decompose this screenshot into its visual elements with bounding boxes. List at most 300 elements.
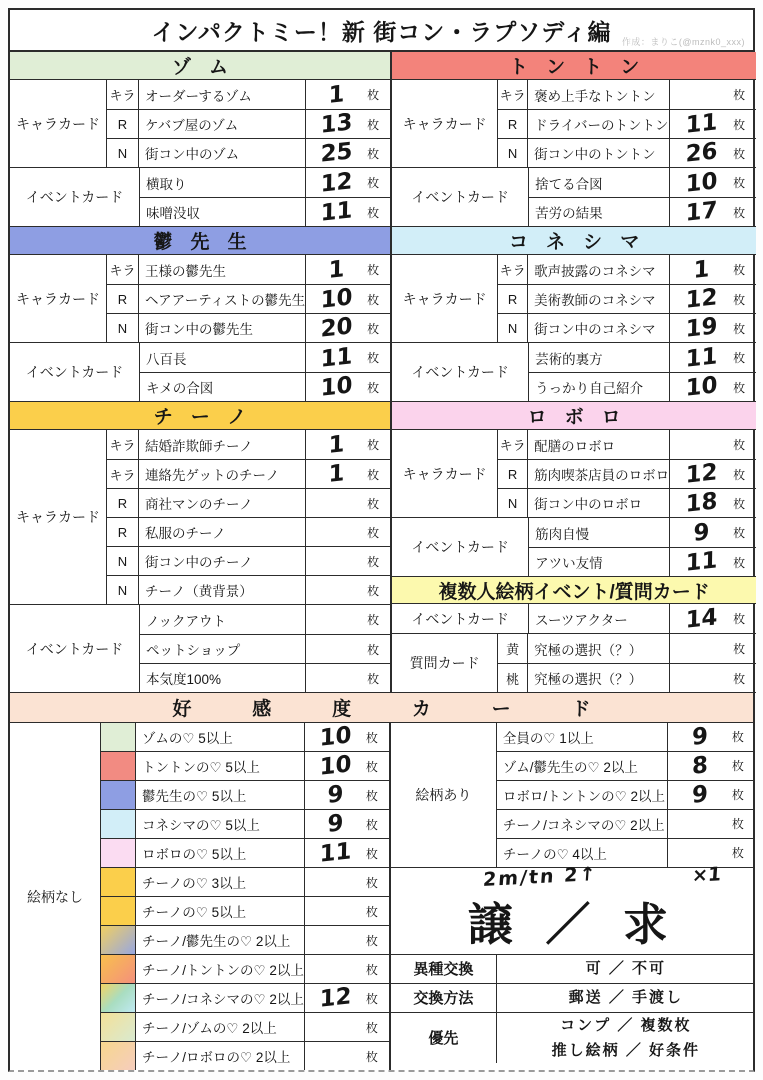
unit-label: 枚: [367, 176, 380, 190]
section-title-tonton: トントン: [509, 57, 658, 78]
card-name: 究極の選択（？）: [534, 642, 643, 658]
unit-label: 枚: [733, 292, 746, 307]
group-label: キャラカード: [392, 430, 498, 517]
card-name: 横取り: [146, 176, 187, 192]
card-name: 商社マンのチーノ: [145, 497, 253, 512]
unit-label: 枚: [367, 351, 380, 365]
card-name: 連絡先ゲットのチーノ: [145, 468, 280, 483]
card-name: チーノの♡ 5以上: [142, 905, 247, 920]
unit-label: 枚: [733, 555, 746, 570]
unit-label: 枚: [733, 205, 746, 220]
trade-condition-label: 異種交換: [391, 955, 497, 983]
count-value: 12: [319, 983, 352, 1013]
favor-no-art-block: [10, 723, 389, 1070]
count-value: 25: [320, 138, 353, 168]
card-group: [392, 80, 756, 168]
rarity-cell: 桃: [498, 664, 528, 692]
unit-label: 枚: [367, 88, 380, 102]
color-swatch: [101, 752, 136, 780]
card-row: [107, 138, 390, 167]
group-rows: [107, 430, 390, 604]
section-title-koneshima: コネシマ: [509, 232, 658, 253]
favor-with-art-block: [389, 723, 755, 1070]
card-row: [498, 634, 756, 663]
unit-label: 枚: [733, 612, 746, 626]
card-row: [498, 255, 756, 284]
section-header-roboro: [392, 402, 756, 430]
card-row: [107, 313, 390, 342]
card-name: 配膳のロボロ: [534, 438, 616, 454]
card-name: チーノ/コネシマの♡ 2以上: [142, 992, 304, 1007]
card-name: 褒め上手なトントン: [534, 88, 656, 104]
card-row: [140, 343, 390, 372]
card-row: [140, 605, 390, 634]
card-group: [10, 343, 390, 402]
color-swatch: [101, 723, 136, 751]
count-cell: [305, 373, 390, 401]
count-value: 10: [319, 751, 352, 781]
count-value: 10: [320, 372, 353, 402]
unit-label: 枚: [733, 351, 746, 365]
trade-condition-option-line: 郵送 ／ 手渡し: [568, 989, 684, 1007]
trade-condition-label: 優先: [391, 1013, 497, 1063]
color-swatch: [101, 897, 136, 925]
count-cell: [304, 1042, 389, 1070]
count-cell: [305, 285, 390, 313]
count-cell: [304, 897, 389, 925]
card-name: チーノ/鬱先生の♡ 2以上: [142, 934, 291, 949]
count-value: 12: [685, 284, 718, 314]
favor-row: [101, 809, 389, 838]
count-cell: [669, 255, 756, 284]
unit-label: 枚: [365, 1049, 378, 1064]
give-take-text: 譲 ／ 求: [467, 898, 678, 950]
unit-label: 枚: [365, 991, 378, 1006]
rarity-cell: キラ: [107, 80, 139, 109]
card-row: [140, 663, 390, 692]
count-cell: [304, 810, 389, 838]
card-name: チーノの♡ 4以上: [497, 839, 668, 867]
rarity-cell: N: [107, 314, 139, 342]
unit-label: 枚: [367, 117, 380, 132]
favor-section-title: 好感度カード: [172, 699, 652, 720]
unit-label: 枚: [733, 496, 746, 511]
card-group: [392, 518, 756, 577]
count-cell: [668, 839, 755, 867]
group-label: 質問カード: [392, 634, 498, 692]
right-column: [390, 52, 756, 693]
unit-label: 枚: [733, 526, 746, 540]
count-value: 10: [320, 284, 353, 314]
card-name: ゾムの♡ 5以上: [142, 731, 233, 746]
count-cell: [669, 634, 756, 663]
unit-label: 枚: [367, 583, 380, 598]
rarity-cell: キラ: [498, 430, 528, 459]
group-label: キャラカード: [10, 430, 107, 604]
count-cell: [668, 781, 755, 809]
color-swatch: [101, 1013, 136, 1041]
unit-label: 枚: [367, 321, 380, 336]
card-row: [498, 284, 756, 313]
favor-row: [497, 780, 755, 809]
color-swatch: [101, 955, 136, 983]
group-label: イベントカード: [392, 518, 529, 576]
count-cell: [669, 548, 756, 576]
count-cell: [669, 285, 756, 313]
card-row: [529, 372, 756, 401]
unit-label: 枚: [731, 846, 744, 861]
count-value: 19: [685, 313, 718, 343]
unit-label: 枚: [731, 817, 744, 832]
count-value: 9: [693, 518, 710, 547]
favor-row: [101, 780, 389, 809]
count-cell: [304, 926, 389, 954]
card-name: 全員の♡ 1以上: [497, 723, 668, 751]
card-row: [529, 197, 756, 226]
section-title-chino: チーノ: [153, 407, 265, 428]
card-name: コネシマの♡ 5以上: [142, 818, 260, 833]
count-cell: [305, 576, 390, 604]
group-label: イベントカード: [10, 343, 140, 401]
favor-row: [101, 751, 389, 780]
no-art-label: 絵柄なし: [10, 723, 101, 1070]
favor-section-area: [10, 723, 753, 1070]
unit-label: 枚: [731, 759, 744, 774]
card-name: 苦労の結果: [535, 206, 603, 221]
rarity-cell: N: [107, 576, 139, 604]
trade-condition-option-line: コンプ ／ 複数枚: [560, 1016, 692, 1034]
with-art-table: [391, 723, 755, 868]
handwritten-note: 2m/tn 2↑: [482, 862, 598, 891]
credit-text: 作成：まりこ(@mznk0_xxx): [621, 37, 745, 47]
unit-label: 枚: [733, 88, 746, 102]
card-row: [107, 575, 390, 604]
favor-row: [497, 751, 755, 780]
color-swatch: [101, 926, 136, 954]
card-row: [529, 604, 756, 633]
card-name: チーノの♡ 3以上: [142, 876, 247, 891]
card-row: [498, 663, 756, 692]
card-name: 美術教師のコネシマ: [534, 293, 656, 308]
trade-condition-value: [497, 1013, 755, 1063]
count-value: 10: [685, 167, 718, 198]
count-cell: [305, 139, 390, 167]
unit-label: 枚: [365, 817, 378, 832]
trade-condition-value: [497, 984, 755, 1012]
group-label: キャラカード: [10, 80, 107, 167]
card-name: ゾム/鬱先生の♡ 2以上: [497, 752, 668, 780]
unit-label: 枚: [733, 146, 746, 161]
card-row: [498, 488, 756, 517]
card-row: [107, 546, 390, 575]
card-name: アツい友情: [535, 556, 603, 571]
unit-label: 枚: [733, 671, 746, 686]
count-cell: [305, 198, 390, 226]
card-name: 街コン中の鬱先生: [145, 322, 253, 337]
favor-section-header: [10, 693, 753, 723]
favor-row: [101, 896, 389, 925]
count-value: 11: [319, 838, 352, 868]
card-name: 私服のチーノ: [145, 526, 226, 541]
unit-label: 枚: [731, 788, 744, 803]
card-name: 街コン中のロボロ: [534, 497, 643, 512]
card-name: ヘアアーティストの鬱先生: [145, 293, 306, 308]
card-row: [107, 459, 390, 488]
count-value: 11: [320, 197, 353, 227]
section-header-chino: [10, 402, 390, 430]
card-group: [392, 634, 756, 693]
trade-inventory-sheet: [8, 8, 755, 1072]
card-row: [107, 284, 390, 313]
count-cell: [305, 430, 390, 459]
count-cell: [304, 984, 389, 1012]
group-label: イベントカード: [10, 605, 140, 692]
count-value: 8: [691, 751, 709, 780]
rarity-cell: N: [498, 139, 528, 167]
unit-label: 枚: [365, 730, 378, 745]
group-label: キャラカード: [392, 255, 498, 342]
count-value: [306, 661, 367, 696]
card-group: [10, 605, 390, 693]
unit-label: 枚: [365, 759, 378, 774]
count-cell: [669, 110, 756, 138]
group-label: キャラカード: [392, 80, 498, 167]
count-value: 9: [327, 781, 344, 809]
card-name: 鬱先生の♡ 5以上: [142, 789, 247, 804]
card-name: トントンの♡ 5以上: [142, 760, 260, 775]
count-cell: [669, 664, 756, 692]
card-row: [140, 372, 390, 401]
unit-label: 枚: [365, 875, 378, 890]
card-group: [10, 255, 390, 343]
unit-label: 枚: [365, 788, 378, 803]
count-cell: [669, 139, 756, 167]
favor-row: [101, 723, 389, 751]
card-row: [140, 634, 390, 663]
card-name: うっかり自己紹介: [535, 381, 644, 396]
card-group: [392, 168, 756, 227]
card-row: [107, 80, 390, 109]
count-cell: [669, 518, 756, 547]
favor-row: [101, 983, 389, 1012]
count-cell: [668, 723, 755, 751]
count-value: 12: [320, 167, 353, 198]
unit-label: 枚: [367, 438, 380, 452]
card-name: 街コン中のコネシマ: [534, 322, 656, 337]
unit-label: 枚: [733, 263, 746, 277]
trade-condition-option-line: 推し絵柄 ／ 好条件: [551, 1041, 701, 1059]
card-row: [107, 430, 390, 459]
card-name: チーノ/ロボロの♡ 2以上: [142, 1050, 291, 1065]
unit-label: 枚: [367, 146, 380, 161]
card-name: 歌声披露のコネシマ: [534, 263, 656, 279]
count-cell: [305, 635, 390, 663]
trade-condition-row: [391, 954, 755, 983]
trade-condition-option-line: 可 ／ 不可: [585, 960, 667, 978]
unit-label: 枚: [733, 117, 746, 132]
rarity-cell: R: [498, 110, 528, 138]
trade-condition-label: 交換方法: [391, 984, 497, 1012]
card-group: [10, 80, 390, 168]
section-header-multi: [392, 577, 756, 604]
card-name: スーツアクター: [535, 612, 628, 628]
unit-label: 枚: [367, 467, 380, 482]
count-cell: [304, 781, 389, 809]
card-row: [529, 518, 756, 547]
color-swatch: [101, 984, 136, 1012]
group-rows: [529, 518, 756, 576]
group-rows: [498, 255, 756, 342]
card-name: ペットショップ: [146, 643, 241, 658]
unit-label: 枚: [733, 380, 746, 395]
section-title-multi: 複数人絵柄イベント/質問カード: [438, 581, 710, 603]
unit-label: 枚: [365, 904, 378, 919]
card-name: 八百長: [146, 351, 187, 367]
card-name: ロボロ/トントンの♡ 2以上: [497, 781, 668, 809]
count-cell: [305, 168, 390, 197]
group-rows: [140, 605, 390, 692]
count-value: 26: [685, 138, 718, 168]
unit-label: 枚: [367, 671, 380, 686]
count-value: 18: [685, 488, 718, 518]
group-rows: [107, 255, 390, 342]
group-rows: [529, 168, 756, 226]
card-name: 街コン中のトントン: [534, 147, 656, 162]
card-name: 本気度100%: [146, 672, 222, 687]
color-swatch: [101, 868, 136, 896]
unit-label: 枚: [365, 846, 378, 861]
card-row: [498, 138, 756, 167]
rarity-cell: キラ: [498, 255, 528, 284]
favor-row: [101, 838, 389, 867]
rarity-cell: R: [107, 489, 139, 517]
card-name: 街コン中のチーノ: [145, 555, 253, 570]
card-name: チーノ/トントンの♡ 2以上: [142, 963, 304, 978]
card-name: ドライバーのトントン: [534, 118, 669, 133]
count-cell: [668, 810, 755, 838]
count-value: 1: [328, 460, 345, 488]
card-row: [107, 255, 390, 284]
give-take-banner: [391, 862, 755, 954]
unit-label: 枚: [365, 962, 378, 977]
favor-row: [497, 838, 755, 867]
card-name: チーノ（黄背景）: [145, 584, 253, 599]
count-value: 9: [327, 810, 344, 838]
unit-label: 枚: [733, 176, 746, 190]
rarity-cell: N: [498, 489, 528, 517]
count-cell: [304, 1013, 389, 1041]
count-value: 11: [320, 342, 353, 373]
favor-row: [101, 1041, 389, 1070]
card-row: [498, 313, 756, 342]
card-name: 捨てる合図: [535, 176, 603, 192]
rarity-cell: R: [107, 518, 139, 546]
card-name: 味噌没収: [146, 206, 200, 221]
count-cell: [305, 343, 390, 372]
unit-label: 枚: [367, 554, 380, 569]
card-row: [529, 547, 756, 576]
count-cell: [304, 723, 389, 751]
card-group: [392, 604, 756, 634]
section-header-koneshima: [392, 227, 756, 255]
card-row: [529, 343, 756, 372]
count-cell: [668, 752, 755, 780]
group-rows: [140, 343, 390, 401]
card-group: [392, 255, 756, 343]
count-cell: [305, 489, 390, 517]
count-cell: [669, 314, 756, 342]
section-title-zomu: ゾム: [172, 57, 247, 78]
rarity-cell: キラ: [498, 80, 528, 109]
favor-row: [101, 1012, 389, 1041]
card-group: [392, 430, 756, 518]
trade-condition-row: [391, 1012, 755, 1063]
count-cell: [305, 605, 390, 634]
rarity-cell: キラ: [107, 255, 139, 284]
unit-label: 枚: [733, 438, 746, 452]
unit-label: 枚: [733, 321, 746, 336]
count-value: 10: [319, 722, 352, 752]
group-rows: [498, 430, 756, 517]
count-value: 11: [685, 547, 718, 577]
unit-label: 枚: [365, 1020, 378, 1035]
title-bar: [10, 10, 753, 52]
card-name: 究極の選択（？）: [534, 672, 643, 687]
color-swatch: [101, 1042, 136, 1070]
group-label: イベントカード: [392, 604, 529, 633]
group-label: イベントカード: [10, 168, 140, 226]
count-cell: [669, 373, 756, 401]
count-cell: [669, 80, 756, 109]
count-cell: [669, 489, 756, 517]
card-row: [498, 430, 756, 459]
card-group: [10, 168, 390, 227]
card-name: 結婚詐欺師チーノ: [145, 438, 253, 454]
count-cell: [669, 343, 756, 372]
trade-conditions-table: [391, 954, 755, 1063]
unit-label: 枚: [367, 496, 380, 511]
card-row: [140, 168, 390, 197]
count-cell: [669, 430, 756, 459]
count-value: 20: [320, 313, 353, 343]
count-cell: [305, 518, 390, 546]
count-cell: [305, 255, 390, 284]
favor-row: [497, 723, 755, 751]
count-value: 14: [685, 603, 718, 634]
unit-label: 枚: [733, 642, 746, 656]
unit-label: 枚: [367, 613, 380, 627]
card-name: 王様の鬱先生: [145, 263, 226, 279]
group-label: イベントカード: [392, 343, 529, 401]
color-swatch: [101, 810, 136, 838]
card-name: 筋肉自慢: [535, 526, 590, 542]
handwritten-note-multiplier: ×1: [690, 862, 722, 887]
rarity-cell: キラ: [107, 460, 139, 488]
card-name: ノックアウト: [146, 613, 227, 629]
count-value: 12: [685, 459, 718, 489]
color-swatch: [101, 839, 136, 867]
trade-condition-value: [497, 955, 755, 983]
rarity-cell: N: [498, 314, 528, 342]
rarity-cell: 黄: [498, 634, 528, 663]
section-header-tonton: [392, 52, 756, 80]
card-sections-area: [10, 52, 753, 693]
count-value: 1: [328, 430, 345, 459]
count-cell: [305, 110, 390, 138]
card-row: [107, 109, 390, 138]
card-name: 街コン中のゾム: [145, 147, 240, 162]
card-row: [498, 109, 756, 138]
